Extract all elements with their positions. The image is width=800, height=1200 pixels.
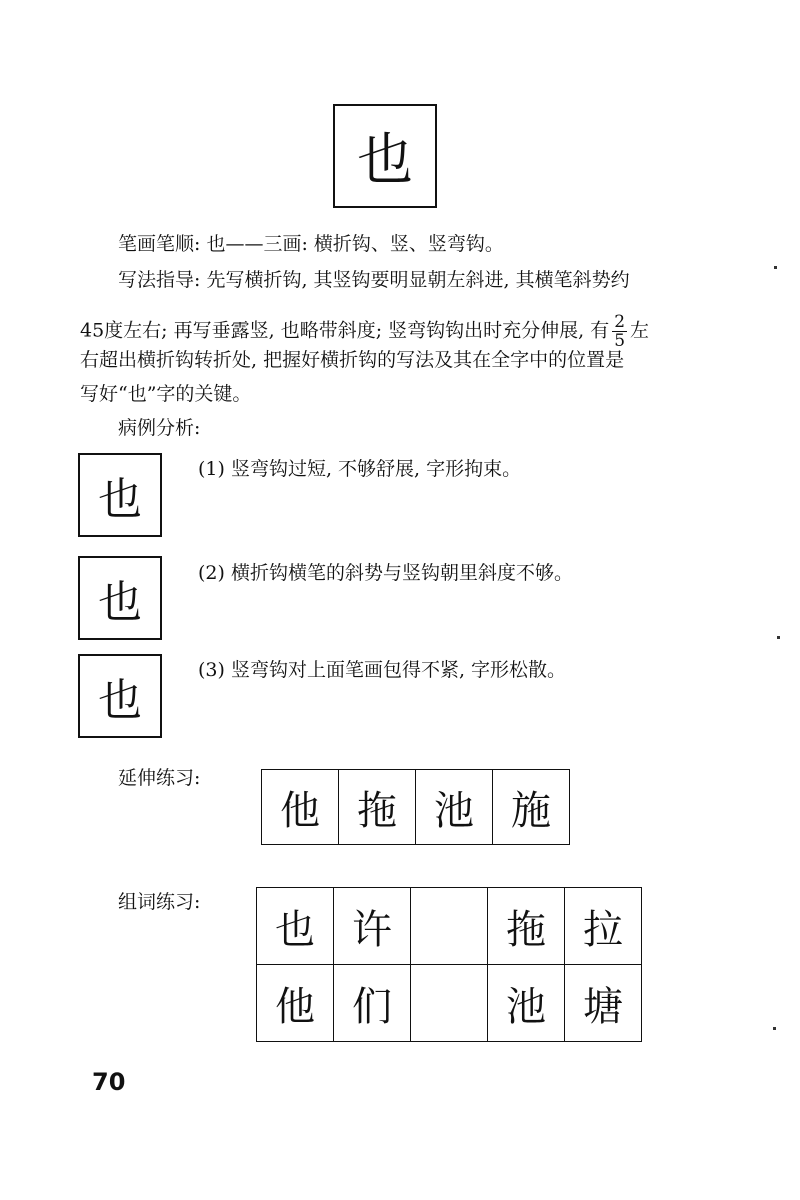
stroke-order-line: 笔画笔顺: 也——三画: 横折钩、竖、竖弯钩。 [118, 233, 504, 255]
example-2-description: (2) 横折钩横笔的斜势与竖钩朝里斜度不够。 [198, 562, 573, 584]
guidance-line-1: 写法指导: 先写横折钩, 其竖钩要明显朝左斜进, 其横笔斜势约 [118, 269, 630, 291]
example-1-character-box: 也 [78, 453, 162, 537]
word-cell: 们 [334, 965, 411, 1042]
word-cell: 池 [488, 965, 565, 1042]
word-cell: 也 [257, 888, 334, 965]
words-label: 组词练习: [118, 891, 201, 913]
word-practice-grid [256, 887, 642, 1042]
word-cell [411, 888, 488, 965]
example-3-character-box: 也 [78, 654, 162, 738]
fraction-numerator: 2 [614, 312, 626, 332]
analysis-heading: 病例分析: [118, 417, 201, 439]
word-row [257, 965, 642, 1042]
word-cell: 许 [334, 888, 411, 965]
extension-cell: 拖 [339, 770, 416, 845]
example-1-description: (1) 竖弯钩过短, 不够舒展, 字形拘束。 [198, 458, 522, 480]
extension-practice-grid [261, 769, 570, 845]
example-2-character-box: 也 [78, 556, 162, 640]
extension-cell: 他 [262, 770, 339, 845]
word-cell: 塘 [565, 965, 642, 1042]
extension-cell: 施 [493, 770, 570, 845]
extension-row [262, 770, 570, 845]
word-row [257, 888, 642, 965]
scan-speck [777, 636, 780, 639]
word-cell [411, 965, 488, 1042]
guidance-line-3: 右超出横折钩转折处, 把握好横折钩的写法及其在全字中的位置是 [80, 349, 625, 371]
scan-speck [773, 1027, 776, 1030]
word-cell: 他 [257, 965, 334, 1042]
guidance-line-4: 写好“也”字的关键。 [80, 383, 252, 405]
guidance-line-2-text: 45度左右; 再写垂露竖, 也略带斜度; 竖弯钩钩出时充分伸展, 有 [80, 319, 610, 342]
guidance-line-2-tail: 左 [630, 319, 650, 342]
example-3-description: (3) 竖弯钩对上面笔画包得不紧, 字形松散。 [198, 659, 567, 681]
fraction-two-fifths [612, 313, 627, 350]
extension-cell: 池 [416, 770, 493, 845]
scan-speck [774, 266, 777, 269]
header-character-box: 也 [333, 104, 437, 208]
page-number: 70 [92, 1068, 126, 1096]
word-cell: 拖 [488, 888, 565, 965]
extension-label: 延伸练习: [118, 767, 201, 789]
guidance-line-2 [80, 313, 649, 350]
fraction-denominator: 5 [614, 331, 626, 351]
word-cell: 拉 [565, 888, 642, 965]
